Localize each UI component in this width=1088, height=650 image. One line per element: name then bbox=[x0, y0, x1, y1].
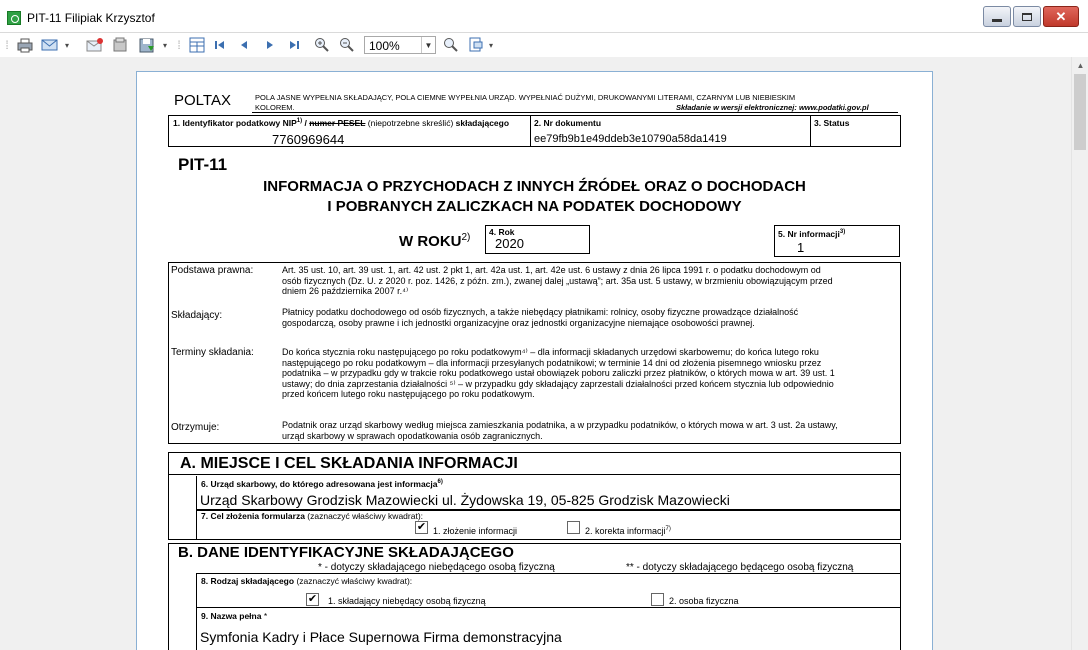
skladajacy-label: Składający: bbox=[171, 310, 223, 321]
first-page-icon bbox=[214, 39, 226, 51]
chevron-down-icon[interactable]: ▼ bbox=[421, 37, 435, 53]
scroll-up-arrow[interactable]: ▲ bbox=[1076, 61, 1085, 70]
zoom-in-button[interactable] bbox=[312, 36, 332, 54]
envelope-icon bbox=[41, 38, 59, 52]
f5-label: 5. Nr informacji$^{3)}$ bbox=[778, 229, 846, 239]
podstawa-label: Podstawa prawna: bbox=[171, 265, 254, 276]
skladajacy-text: Płatnicy podatku dochodowego od osób fizycznych, a także niebędący płatnikami: rolnicy, osoby fizyczne prowadzące działalność gospodarczą, osoby prawne i ich jednostki organizacyjne oraz jednostki organizacyjne niemające osobowości prawnej. bbox=[282, 307, 799, 328]
vertical-scrollbar[interactable] bbox=[1071, 57, 1088, 650]
option-non-person-label: 1. składający niebędący osobą fizyczną bbox=[328, 596, 486, 606]
page-layout-button[interactable] bbox=[187, 36, 207, 54]
checkbox-zlozenie[interactable]: ✔ bbox=[416, 521, 427, 533]
close-button[interactable] bbox=[1043, 6, 1079, 27]
printer-icon bbox=[16, 37, 34, 53]
save-dropdown[interactable]: ▾ bbox=[162, 40, 167, 50]
minimize-icon bbox=[992, 19, 1002, 22]
window-titlebar bbox=[0, 0, 1088, 33]
checkbox-korekta[interactable] bbox=[567, 521, 580, 534]
app-icon bbox=[7, 11, 21, 25]
terminy-text: Do końca stycznia roku następującego po roku podatkowym⁴⁾ – dla informacji składanych urzędowi skarbowemu; do końca lutego roku następującego po roku podatkowym – dla informacji przesyłanych podatnikowi; w terminie 14 dni od złożenia pisemnego wniosku przez podatnika – w przypadku gdy w trakcie roku podatkowego ustał obowiązek poboru zaliczki przez płatników, o których mowa w art. 39 ust. 1 ustawy; do dnia zaprzestania działalności ⁵⁾ – w przypadku gdy składający zaprzestali działalności przed końcem stycznia lub odpowiednio przed końcem lutego roku następującego po roku podatkowym. bbox=[282, 347, 835, 399]
archive-button[interactable] bbox=[110, 36, 130, 54]
note-person: ** - dotyczy składającego będącego osobą fizyczną bbox=[626, 562, 854, 573]
close-icon: ✕ bbox=[1055, 8, 1067, 24]
toolbar-grip: ⁞ bbox=[5, 38, 9, 52]
f9-label: 9. Nazwa pełna * bbox=[201, 611, 268, 621]
info-number-field[interactable]: 1 bbox=[797, 240, 805, 255]
form-code: PIT-11 bbox=[178, 155, 228, 174]
f4-label: 4. Rok bbox=[489, 227, 515, 237]
terminy-label: Terminy składania: bbox=[171, 347, 254, 358]
zoom-fit-button[interactable] bbox=[441, 36, 461, 54]
maximize-button[interactable] bbox=[1013, 6, 1041, 27]
note-non-person: * - dotyczy składającego niebędącego osobą fizyczną bbox=[318, 562, 555, 573]
section-a-title: A. MIEJSCE I CEL SKŁADANIA INFORMACJI bbox=[180, 455, 518, 472]
checkbox-person[interactable] bbox=[651, 593, 664, 606]
instructions: POLA JASNE WYPEŁNIA SKŁADAJĄCY, POLA CIEMNE WYPEŁNIA URZĄD. WYPEŁNIAĆ DUŻYMI, DRUKOWANYMI LITERAMI, CZARNYM LUB NIEBIESKIM bbox=[255, 93, 796, 102]
f3-label: 3. Status bbox=[814, 118, 850, 128]
f1-label: 1. Identyfikator podatkowy NIP$^{1)}$ / numer PESEL (niepotrzebne skreślić) składającego bbox=[173, 118, 510, 128]
f6-label: 6. Urząd skarbowy, do którego adresowana jest informacja$^{6)}$ bbox=[201, 479, 443, 489]
send-mail-button[interactable] bbox=[40, 36, 60, 54]
page-setup-button[interactable] bbox=[466, 36, 486, 54]
divider bbox=[810, 115, 811, 147]
option-zlozenie-label: 1. złożenie informacji bbox=[433, 526, 518, 536]
grid-icon bbox=[189, 37, 205, 53]
zoom-fit-icon bbox=[443, 37, 459, 53]
divider bbox=[530, 115, 531, 147]
section-b-title: B. DANE IDENTYFIKACYJNE SKŁADAJĄCEGO bbox=[178, 544, 514, 561]
zoom-value: 100% bbox=[369, 39, 400, 53]
page-setup-dropdown[interactable]: ▾ bbox=[488, 40, 493, 50]
otrzymuje-text: Podatnik oraz urząd skarbowy według miejsca zamieszkania podatnika, a w przypadku podatników, o których mowa w art. 3 ust. 2a ustawy, urząd skarbowy w sprawach opodatkowania osób zagranicznych. bbox=[282, 420, 838, 441]
f8-label: 8. Rodzaj składającego (zaznaczyć właściwy kwadrat): bbox=[201, 576, 413, 586]
electronic-note: Składanie w wersji elektronicznej: www.podatki.gov.pl bbox=[676, 103, 869, 112]
zoom-in-icon bbox=[314, 37, 330, 53]
last-page-icon bbox=[288, 39, 300, 51]
toolbar bbox=[0, 33, 1088, 57]
minimize-button[interactable] bbox=[983, 6, 1011, 27]
save-icon bbox=[138, 37, 156, 53]
form-title-line2: I POBRANYCH ZALICZKACH NA PODATEK DOCHODOWY bbox=[327, 198, 742, 215]
tax-office-field[interactable]: Urząd Skarbowy Grodzisk Mazowiecki ul. Żydowska 19, 05-825 Grodzisk Mazowiecki bbox=[200, 492, 730, 508]
otrzymuje-label: Otrzymuje: bbox=[171, 422, 220, 433]
toolbar-separator: ⁞ bbox=[177, 38, 181, 52]
page-setup-icon bbox=[468, 37, 484, 53]
w-roku-label: W ROKU$^{2)}$ bbox=[399, 232, 471, 250]
podstawa-text: Art. 35 ust. 10, art. 39 ust. 1, art. 42 ust. 2 pkt 1, art. 42a ust. 1, art. 42e ust. 6 ustawy z dnia 26 lipca 1991 r. o podatku dochodowym od osób fizycznych (Dz. U. z 2020 r. poz. 1426, z późn. zm.), zwanej dalej „ustawą”; art. 35a ust. 5 ustawy, w brzmieniu obowiązującym przed dniem 26 października 2007 r.⁴⁾ bbox=[282, 265, 833, 296]
maximize-icon bbox=[1022, 13, 1032, 21]
last-page-button[interactable] bbox=[285, 36, 303, 54]
scroll-thumb[interactable] bbox=[1074, 74, 1086, 150]
poltax-logo: POLTAX bbox=[174, 92, 231, 109]
form-title-line1: INFORMACJA O PRZYCHODACH Z INNYCH ŹRÓDEŁ ORAZ O DOCHODACH bbox=[263, 178, 806, 195]
checkbox-non-person[interactable]: ✔ bbox=[307, 593, 318, 605]
save-button[interactable] bbox=[136, 36, 158, 54]
f7-label: 7. Cel złożenia formularza (zaznaczyć właściwy kwadrat): bbox=[201, 511, 424, 521]
first-page-button[interactable] bbox=[211, 36, 229, 54]
next-page-button[interactable] bbox=[261, 36, 279, 54]
option-korekta-label: 2. korekta informacji$^{7)}$ bbox=[585, 526, 671, 536]
send-mail-dropdown[interactable]: ▾ bbox=[64, 40, 69, 50]
previous-page-icon bbox=[238, 39, 250, 51]
mail-options-button[interactable] bbox=[84, 36, 106, 54]
zoom-select[interactable] bbox=[364, 36, 436, 54]
document-number-field[interactable]: ee79fb9b1e49ddeb3e10790a58da1419 bbox=[534, 133, 727, 145]
year-field[interactable]: 2020 bbox=[495, 236, 524, 251]
next-page-icon bbox=[264, 39, 276, 51]
mail-settings-icon bbox=[86, 37, 104, 53]
previous-page-button[interactable] bbox=[235, 36, 253, 54]
header-rule bbox=[252, 112, 898, 113]
print-button[interactable] bbox=[14, 36, 36, 54]
option-person-label: 2. osoba fizyczna bbox=[669, 596, 739, 606]
archive-icon bbox=[112, 37, 128, 53]
full-name-field[interactable]: Symfonia Kadry i Płace Supernowa Firma demonstracyjna bbox=[200, 629, 562, 645]
zoom-out-icon bbox=[339, 37, 355, 53]
section-a-rule bbox=[168, 474, 901, 475]
window-title: PIT-11 Filipiak Krzysztof bbox=[27, 11, 155, 25]
zoom-out-button[interactable] bbox=[337, 36, 357, 54]
nip-field[interactable]: 7760969644 bbox=[272, 132, 345, 147]
f2-label: 2. Nr dokumentu bbox=[534, 118, 602, 128]
instructions-line2: KOLOREM. bbox=[255, 103, 295, 112]
